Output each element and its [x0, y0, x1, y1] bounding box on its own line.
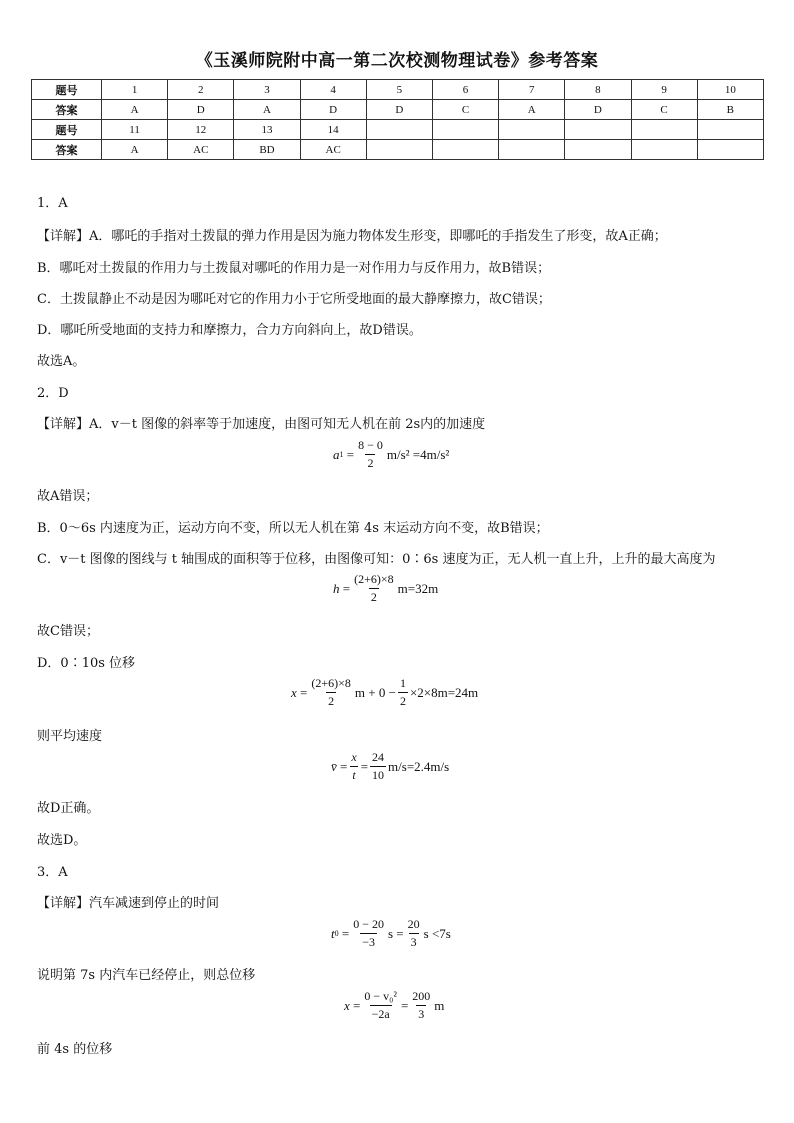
formula-h-lhs: h [333, 580, 340, 596]
page-title: 《玉溪师院附中高一第二次校测物理试卷》参考答案 [195, 51, 599, 71]
answer-table-cell [565, 120, 631, 140]
formula-x1: x = $\frac{(2+6)\times 8}{2}$ m + 0 − $\frac{1}{2}$ ×2×8m=24m [291, 676, 479, 708]
formula-x2-den2: 3 [418, 1007, 425, 1021]
formula-x1-rest: ×2×8m=24m [409, 684, 479, 700]
answer-table-cell [432, 140, 498, 160]
answer-table-cell [432, 120, 498, 140]
answer-table-row-label: 答案 [32, 100, 102, 120]
answer-table-cell: 13 [234, 120, 300, 140]
formula-v-rest: m/s=2.4m/s [388, 758, 450, 774]
formula-t0-rest: s <7s [423, 925, 451, 941]
answer-table-cell: A [102, 100, 168, 120]
answer-table-cell: C [631, 100, 697, 120]
answer-table-cell [631, 140, 697, 160]
q1-explanation-d: D．哪吒所受地面的支持力和摩擦力，合力方向斜向上，故D错误。 [37, 323, 422, 338]
formula-t0: t 0 = $\frac{0 - 20}{-3}$ s = $\frac{20}{3}$ s <7s [331, 917, 451, 949]
formula-x2-den: −2a [371, 1007, 390, 1021]
answer-table-cell: 11 [102, 120, 168, 140]
answer-table-cell: 4 [300, 80, 366, 100]
formula-x1-den2: 2 [399, 694, 406, 708]
formula-a1-den: 2 [367, 456, 374, 470]
q2-a-result: 故A错误； [37, 489, 99, 504]
answer-table-cell: AC [168, 140, 234, 160]
q2-explanation-d: D．0∶10s 位移 [37, 656, 136, 671]
answer-table-cell [697, 140, 763, 160]
formula-t0-sub: 0 [334, 929, 339, 938]
answer-table-cell: AC [300, 140, 366, 160]
q3-explanation-total: 说明第 7s 内汽车已经停止，则总位移 [37, 968, 256, 983]
answer-table-row [32, 120, 764, 140]
q2-explanation-c: C．v－t 图像的图线与 t 轴围成的面积等于位移，由图像可知：0∶6s 速度为正，无人机一直上升，上升的最大高度为 [37, 552, 716, 567]
formula-x1-lhs: x [291, 684, 297, 700]
q2-heading: 2．D [37, 386, 69, 401]
answer-table-cell [499, 120, 565, 140]
formula-x2-num: 0 − v₀² [364, 989, 397, 1003]
q2-average-velocity-label: 则平均速度 [37, 729, 103, 744]
answer-table-cell [366, 120, 432, 140]
q1-explanation-a: 【详解】A．哪吒的手指对土拨鼠的弹力作用是因为施力物体发生形变，即哪吒的手指发生了形变，故A正确； [37, 229, 667, 244]
q2-d-result: 故D正确。 [37, 801, 100, 816]
q3-explanation-4s: 前 4s 的位移 [37, 1042, 113, 1057]
formula-h-num: (2+6)×8 [354, 572, 394, 586]
answer-table-cell: 10 [697, 80, 763, 100]
answer-table-cell: 1 [102, 80, 168, 100]
formula-v-den2: 10 [372, 768, 385, 782]
answer-table-cell: 12 [168, 120, 234, 140]
formula-x2-rest: m [434, 997, 445, 1013]
answer-table-cell: D [565, 100, 631, 120]
answer-table-cell [697, 120, 763, 140]
formula-t0-lhs: t [331, 925, 335, 941]
formula-a1: a 1 = $\frac{8 - 0}{2}$ m/s² =4m/s² [333, 438, 450, 470]
answer-table-cell: 2 [168, 80, 234, 100]
answer-table-cell: 3 [234, 80, 300, 100]
q1-conclusion: 故选A。 [37, 354, 86, 369]
formula-v-lhs: v̄ [331, 758, 337, 774]
q3-explanation-intro: 【详解】汽车减速到停止的时间 [37, 896, 220, 911]
q3-heading: 3．A [37, 865, 68, 880]
q2-c-result: 故C错误； [37, 624, 99, 639]
formula-t0-num2: 20 [407, 917, 420, 931]
answer-table-cell: 8 [565, 80, 631, 100]
answer-table-cell [499, 140, 565, 160]
formula-t0-num: 0 − 20 [353, 917, 384, 931]
formula-x2-lhs: x [344, 997, 350, 1013]
formula-a1-num: 8 − 0 [358, 438, 383, 452]
answer-table-row [32, 80, 764, 100]
answer-table-cell [631, 120, 697, 140]
formula-x2: x = $\frac{\text{0 − v₀²}}{-2a}$ = $\frac{200}{3}$ m [344, 989, 445, 1021]
q1-explanation-b: B．哪吒对土拨鼠的作用力与土拨鼠对哪吒的作用力是一对作用力与反作用力，故B错误； [37, 261, 551, 276]
formula-a1-sub: 1 [339, 450, 344, 459]
answer-table-cell: D [300, 100, 366, 120]
formula-h-rest: m=32m [397, 580, 439, 596]
formula-h-den: 2 [370, 590, 377, 604]
answer-table-cell: 9 [631, 80, 697, 100]
q2-conclusion: 故选D。 [37, 833, 87, 848]
answer-table-cell [565, 140, 631, 160]
formula-v: v̄ = $\frac{x}{t}$ = $\frac{24}{10}$ m/s=2.4m/s [331, 750, 450, 782]
answer-table-row [32, 140, 764, 160]
formula-t0-den: −3 [362, 935, 375, 949]
formula-x2-num2: 200 [412, 989, 431, 1003]
formula-t0-den2: 3 [410, 935, 417, 949]
answer-table-cell: A [499, 100, 565, 120]
q2-explanation-b: B．0～6s 内速度为正，运动方向不变，所以无人机在第 4s 末运动方向不变，故B错误； [37, 521, 549, 536]
answer-table-cell: C [432, 100, 498, 120]
answer-table-cell: 7 [499, 80, 565, 100]
formula-x1-mid: m + 0 − [354, 684, 396, 700]
answer-table-cell: A [234, 100, 300, 120]
answer-table [31, 79, 764, 160]
formula-v-num: x [351, 750, 357, 764]
answer-table-cell: 14 [300, 120, 366, 140]
q1-explanation-c: C．土拨鼠静止不动是因为哪吒对它的作用力小于它所受地面的最大静摩擦力，故C错误； [37, 292, 551, 307]
answer-table-cell: D [366, 100, 432, 120]
q2-explanation-a: 【详解】A．v－t 图像的斜率等于加速度，由图可知无人机在前 2s内的加速度 [37, 417, 486, 432]
formula-h: h = $\frac{(2+6)\times 8}{2}$ m=32m [333, 572, 439, 604]
answer-table-row-label: 答案 [32, 140, 102, 160]
answer-table-row-label: 题号 [32, 80, 102, 100]
answer-table-row-label: 题号 [32, 120, 102, 140]
answer-table-cell: D [168, 100, 234, 120]
formula-x1-den: 2 [328, 694, 335, 708]
answer-table-row [32, 100, 764, 120]
answer-table-cell: A [102, 140, 168, 160]
formula-v-den: t [352, 768, 356, 782]
answer-table-cell: BD [234, 140, 300, 160]
formula-x1-num2: 1 [399, 676, 406, 690]
answer-table-cell: 5 [366, 80, 432, 100]
formula-x1-num: (2+6)×8 [311, 676, 351, 690]
answer-table-cell: B [697, 100, 763, 120]
formula-a1-lhs: a [333, 446, 340, 462]
q1-heading: 1．A [37, 196, 68, 211]
formula-t0-mid: s = [388, 925, 404, 941]
formula-v-num2: 24 [372, 750, 385, 764]
answer-table-cell [366, 140, 432, 160]
formula-a1-rest: m/s² =4m/s² [386, 446, 450, 462]
answer-table-cell: 6 [432, 80, 498, 100]
